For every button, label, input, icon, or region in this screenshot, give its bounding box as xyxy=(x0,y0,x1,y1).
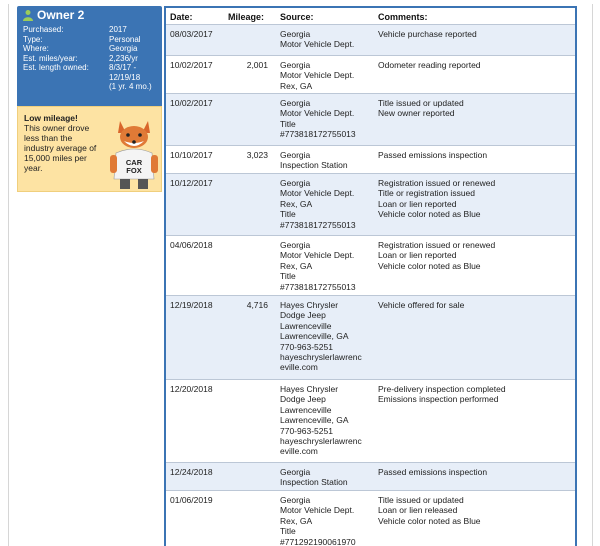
owner-title: Owner 2 xyxy=(37,8,85,22)
table-row xyxy=(166,24,575,55)
vehicle-history-table xyxy=(164,6,577,546)
comments-cell: Registration issued or renewed Loan or lien reported Vehicle color noted as Blue xyxy=(378,240,496,271)
comments-cell: Odometer reading reported xyxy=(378,60,481,70)
table-row xyxy=(166,295,575,379)
comments-cell: Title issued or updated Loan or lien released Vehicle color noted as Blue xyxy=(378,495,481,526)
comments-cell: Title issued or updated New owner reported xyxy=(378,98,464,119)
owner-field-value: Personal xyxy=(109,34,141,44)
owner-field-value: 2017 xyxy=(109,25,127,34)
date-cell: 12/19/2018 xyxy=(170,300,213,310)
owner-field-label: Est. miles/year: xyxy=(23,53,78,63)
mileage-cell: 2,001 xyxy=(246,60,268,70)
date-cell: 10/02/2017 xyxy=(170,60,213,70)
table-row xyxy=(166,173,575,235)
source-cell: Georgia Motor Vehicle Dept. Rex, GA Title #773818172755013 xyxy=(280,178,356,230)
comments-cell: Registration issued or renewed Title or registration issued Loan or lien reported Vehicle color noted as Blue xyxy=(378,178,496,220)
date-cell: 10/02/2017 xyxy=(170,98,213,108)
source-cell: Georgia Motor Vehicle Dept. xyxy=(280,29,355,50)
owner-panel xyxy=(17,6,162,116)
table-row xyxy=(166,235,575,295)
svg-text:FOX: FOX xyxy=(126,166,142,175)
source-cell: Georgia Motor Vehicle Dept. Rex, GA Title #771292190061970 xyxy=(280,495,356,546)
owner-field-value: 2,236/yr xyxy=(109,53,138,63)
comments-cell: Passed emissions inspection xyxy=(378,150,488,160)
mileage-cell: 4,716 xyxy=(246,300,268,310)
source-cell: Georgia Inspection Station xyxy=(280,150,348,171)
table-row xyxy=(166,93,575,145)
source-cell: Georgia Motor Vehicle Dept. Rex, GA Title #773818172755013 xyxy=(280,240,356,292)
date-cell: 01/06/2019 xyxy=(170,495,213,505)
low-mileage-description: This owner drove less than the industry average of 15,000 miles per year. xyxy=(24,123,97,173)
owner-field-label: Where: xyxy=(23,44,49,53)
date-cell: 10/12/2017 xyxy=(170,178,213,188)
date-cell: 12/24/2018 xyxy=(170,467,213,477)
table-row xyxy=(166,490,575,546)
comments-cell: Pre-delivery inspection completed Emissions inspection performed xyxy=(378,384,506,405)
mileage-cell: 3,023 xyxy=(246,150,268,160)
owner-heading xyxy=(22,8,84,22)
low-mileage-title: Low mileage! xyxy=(24,113,78,123)
source-cell: Georgia Inspection Station xyxy=(280,467,348,488)
date-cell: 04/06/2018 xyxy=(170,240,213,250)
date-cell: 08/03/2017 xyxy=(170,29,213,39)
comments-cell: Vehicle purchase reported xyxy=(378,29,477,39)
low-mileage-text xyxy=(24,113,104,173)
owner-field-label: Purchased: xyxy=(23,25,64,34)
comments-column-header: Comments: xyxy=(378,12,428,22)
source-cell: Georgia Motor Vehicle Dept. Rex, GA xyxy=(280,60,355,91)
table-row xyxy=(166,145,575,173)
carfox-mascot-icon xyxy=(106,117,162,191)
owner-field-value: 8/3/17 - 12/19/18 (1 yr. 4 mo.) xyxy=(109,63,152,91)
owner-field-label: Est. length owned: xyxy=(23,63,89,72)
low-mileage-panel xyxy=(17,106,162,192)
person-icon xyxy=(22,9,34,21)
comments-cell: Passed emissions inspection xyxy=(378,467,488,477)
owner-field-value: Georgia xyxy=(109,44,138,53)
date-cell: 10/10/2017 xyxy=(170,150,213,160)
source-cell: Georgia Motor Vehicle Dept. Title #773818172755013 xyxy=(280,98,356,140)
comments-cell: Vehicle offered for sale xyxy=(378,300,465,310)
source-column-header: Source: xyxy=(280,12,314,22)
mileage-column-header: Mileage: xyxy=(228,12,265,22)
table-row xyxy=(166,462,575,490)
date-cell: 12/20/2018 xyxy=(170,384,213,394)
source-cell: Hayes Chrysler Dodge Jeep Lawrenceville Lawrenceville, GA 770-963-5251 hayeschryslerlawrenc eville.com xyxy=(280,384,362,457)
table-row xyxy=(166,379,575,462)
svg-text:CAR: CAR xyxy=(125,158,143,167)
table-row xyxy=(166,55,575,93)
owner-field-label: Type: xyxy=(23,34,43,44)
date-column-header: Date: xyxy=(170,12,193,22)
source-cell: Hayes Chrysler Dodge Jeep Lawrenceville Lawrenceville, GA 770-963-5251 hayeschryslerlawrenc eville.com xyxy=(280,300,362,373)
